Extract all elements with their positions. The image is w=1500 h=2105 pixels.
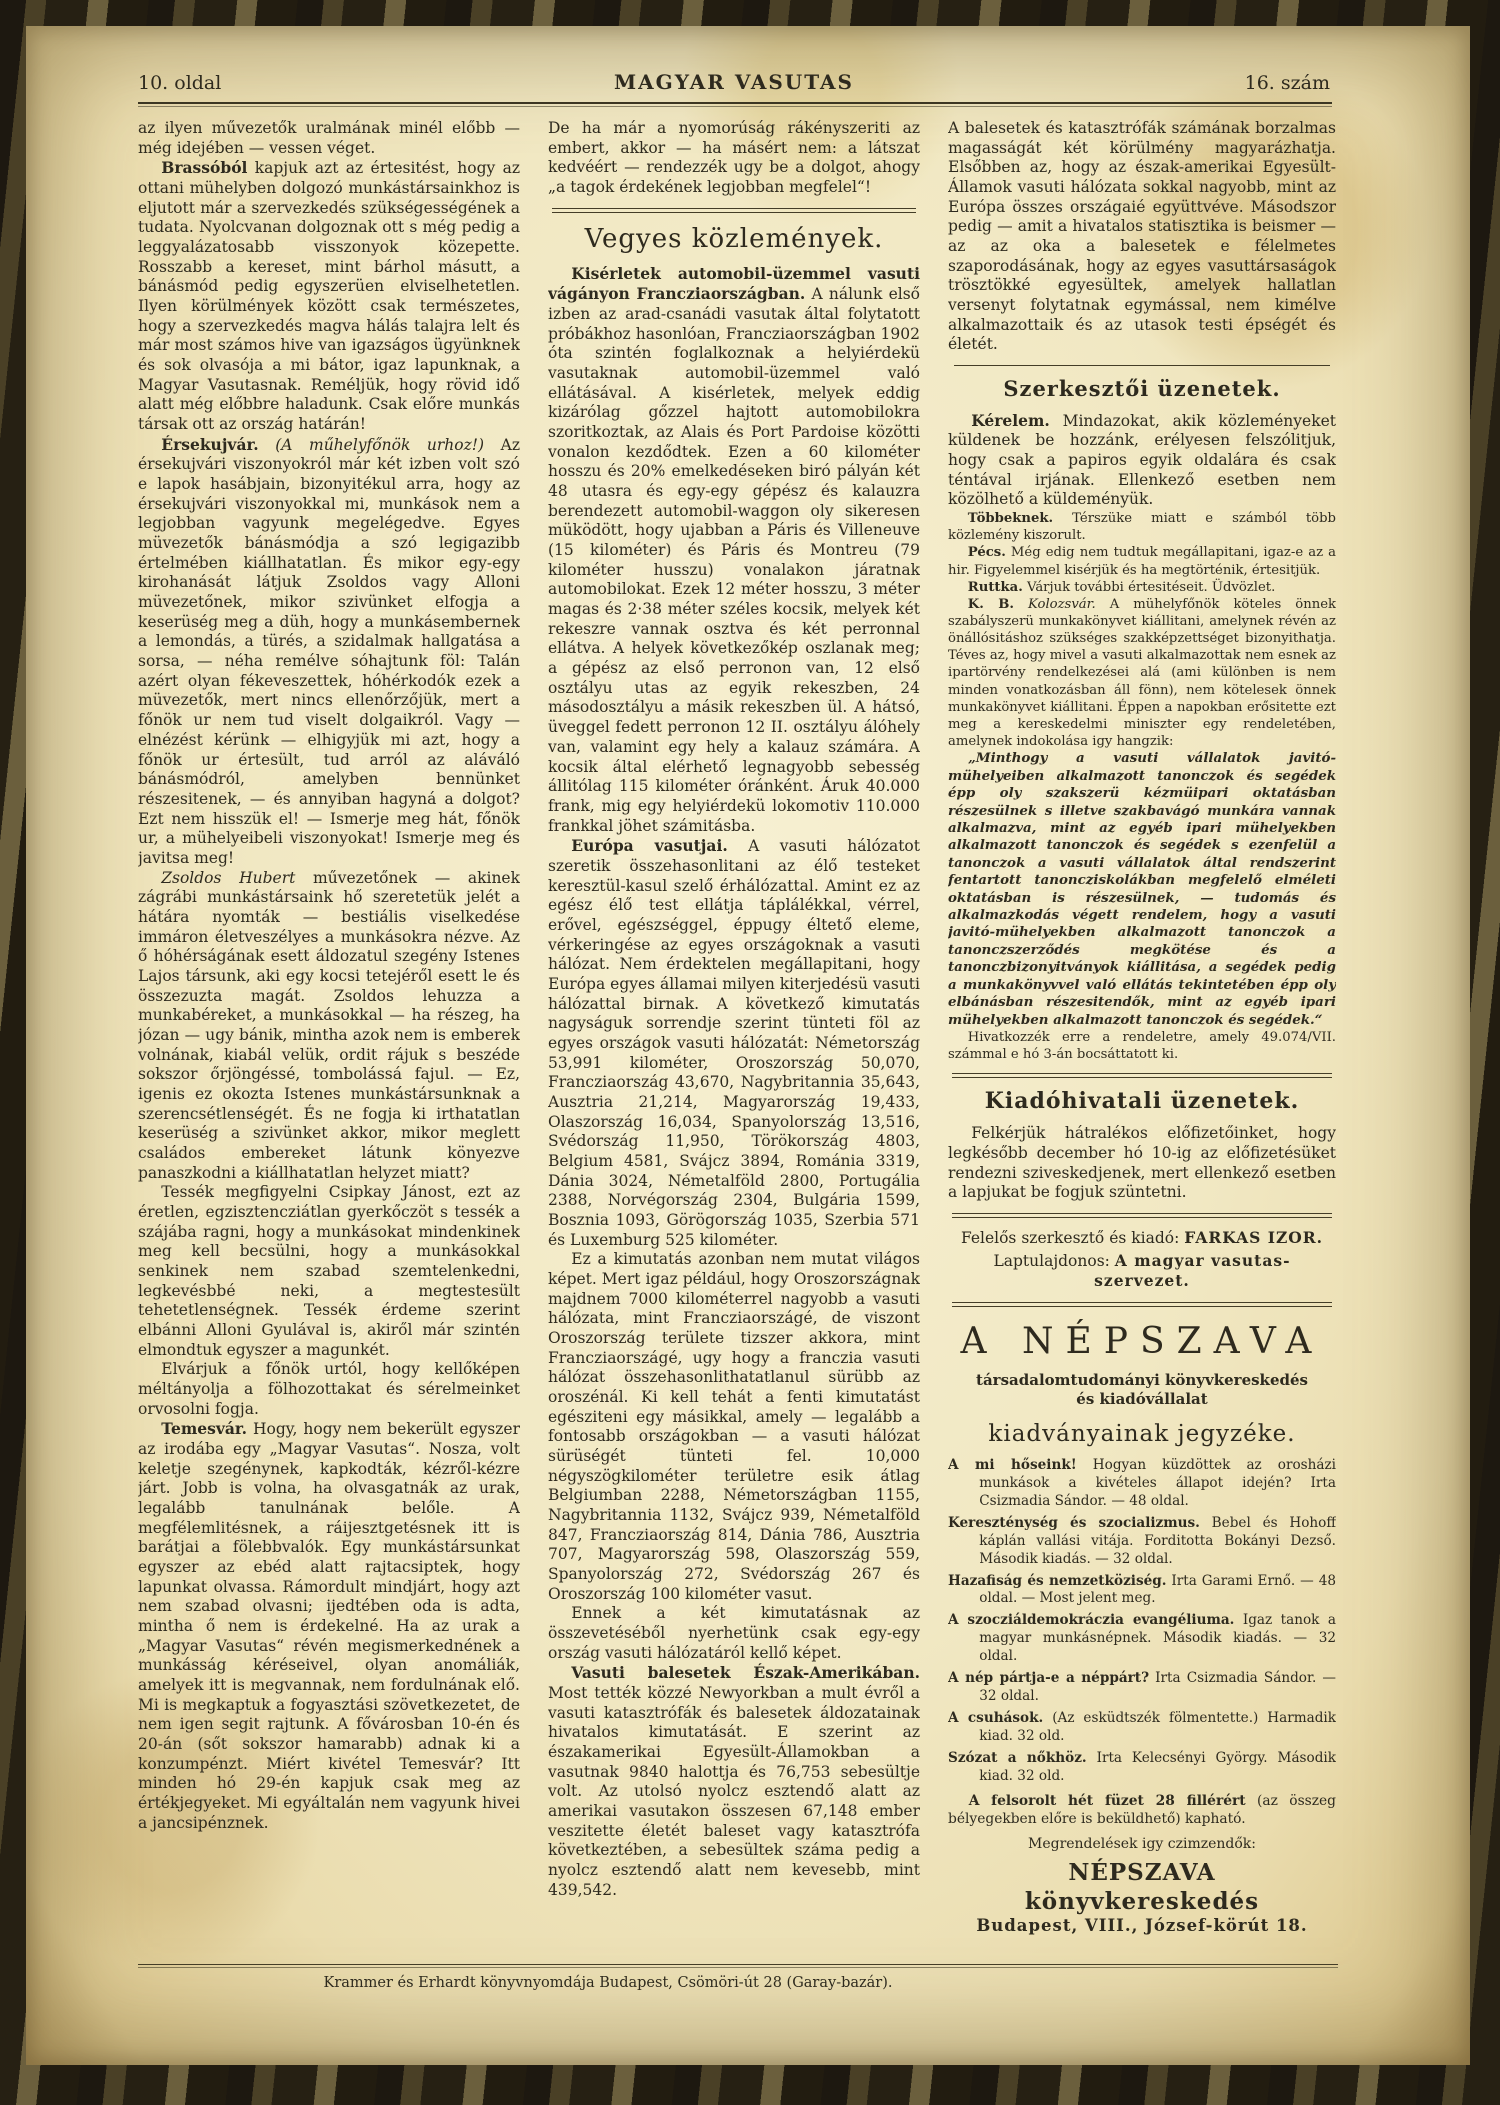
footer-rule — [138, 1964, 1338, 1968]
paper-sheet — [26, 26, 1470, 2065]
book-title: Hazafiság és nemzetköziség. — [948, 1572, 1167, 1589]
paragraph-lead: Európa vasutjai. — [571, 836, 728, 856]
editor-reply: Pécs. Még edig nem tudtuk megállapitani, igaz-e az a hir. Figyelemmel kisérjük és ha megtörténik, értesitjük. — [948, 545, 1336, 578]
section-divider — [552, 208, 916, 213]
ad-store-address: Budapest, VIII., József-körút 18. — [976, 1916, 1308, 1936]
ad-book-item: Hazafiság és nemzetköziség. Irta Garami Ernő. — 48 oldal. — Most jelent meg. — [948, 1572, 1336, 1607]
article-paragraph: az ilyen művezetők uralmának minél előbb — még idejében — vessen véget. — [138, 119, 520, 157]
editor-name: FARKAS IZOR. — [1184, 1227, 1324, 1247]
owner-line: Laptulajdonos: A magyar vasutas-szervezet. — [993, 1250, 1291, 1291]
ministerial-decree-quote: „Minthogy a vasuti vállalatok javitó-mühelyeiben alkalmazott tanonczok és segédek épp oly szakszerü kézmüipari oktatásban részesülnek s illetve szakbavágó munkára vannak alkalmazva, mint az egyéb ipari mühelyekben alkalmazott tanonczok és segédek s ezenfelül a tanonczok a vasuti vállalatok által rendszerint fentartott tanoncziskolákban megfelelő elméleti oktatásban is részesülnek, — tudomás és alkalmazkodás végett rendelem, hogy a vasuti javitó-mühelyekben alkalmazott tanonczok a tanonczszerződés megkötése és a tanonczbizonyitványok kiállitása, a segédek pedig a munkakönyvvel való ellátás tekintetében épp oly elbánásban részesitendők, mint az egyéb ipari mühelyekben alkalmazott tanonczok és segédek.“ — [948, 750, 1336, 1028]
paragraph-lead: Kisérletek automobil-üzemmel vasuti vágányon Francziaországban. — [548, 263, 920, 304]
ad-order-note: Megrendelések igy czimzendők: — [1027, 1836, 1257, 1853]
nepszava-advertisement — [948, 1319, 1336, 1937]
publisher-note: Felkérjük hátralékos előfizetőinket, hogy legkésőbb december hó 10-ig az előfizetésüket rendezni sziveskedjenek, mert ellenkező esetben a lapjukat be fogjuk szüntetni. — [948, 1124, 1336, 1202]
section-divider — [952, 1213, 1332, 1218]
paragraph-lead: Érsekujvár. — [161, 434, 259, 454]
editor-reply: K. B. Kolozsvár. A mühelyfőnök köteles önnek szabályszerü munkakönyvet kiállitani, amelynek révén az önállósitáshoz szükséges szakképzettséget bizonyithatja. Téves az, hogy mivel a vasuti alkalmazottak nem esnek az ipartörvény rendelkezései alá (ami különben is nem minden vonatkozásban áll fönn), nem kötelesek önnek munkakönyvet kiállitani. Éppen a napokban erősitette ezt meg a kereskedelmi miniszter egy rendeletében, amelynek indokolása igy hangzik: — [948, 596, 1336, 750]
issue-number: 16. szám — [1244, 72, 1330, 94]
responsible-editor-line: Felelős szerkesztő és kiadó: FARKAS IZOR. — [960, 1227, 1324, 1247]
book-title: Kereszténység és szocializmus. — [948, 1514, 1200, 1531]
section-divider — [952, 1073, 1332, 1078]
book-title: Szózat a nőkhöz. — [948, 1749, 1087, 1766]
editor-reply: Hivatkozzék erre a rendeletre, amely 49.074/VII. számmal e hó 3-án bocsáttatott ki. — [948, 1030, 1336, 1063]
section-title-vegyes-kozlemenyek: Vegyes közlemények. — [584, 223, 884, 254]
article-paragraph: Érsekujvár. (A műhelyfőnök urhoz!) Az érsekujvári viszonyokról már két izben volt szó e lapok hasábjain, bizonyitékul arra, hogy az érsekujvári viszonyokkal mi, munkások nem a legjobban vagyunk megelégedve. Egyes müvezetők bánásmódja a szó legigazibb értelmében kiállhatatlan. És mikor egy-egy kirohanását látjuk Zsoldos vagy Alloni müvezetőnek, mikor szivünket elfogja a keserüség meg a düh, hogy a munkásembernek a lemondás, a türés, a szidalmak hallgatása a sorsa, — néha remélve sóhajtunk föl: Talán azért olyan fékeveszettek, hóhérkodók ezek a müvezetők, mert nincs ellenőrzőjük, mert a főnök ur nem tud viselt dolgaikról. Vagy — elnézést kérünk — elhigyjük mi azt, hogy a főnök ur értesült, tud arról az aláváló bánásmódról, amelyben bennünket részesitenek, — és annyiban hagyná a dolgot? Ezt nem hisszük el! — Ismerje meg hát, főnök ur, a mühelyeibeli viszonyokat! Ismerje meg és javitsa meg! — [138, 434, 520, 867]
ad-book-item: A csuhások. (Az esküdtszék fölmentette.) Harmadik kiad. 32 old. — [948, 1710, 1336, 1745]
ad-title: A NÉPSZAVA — [960, 1320, 1324, 1362]
article-columns — [26, 107, 1470, 1943]
book-title: A szocziáldemokráczia evangéliuma. — [948, 1612, 1235, 1629]
ad-store-name: NÉPSZAVA könyvkereskedés — [1024, 1859, 1260, 1916]
column-2 — [548, 119, 920, 1943]
paragraph-lead: K. B. — [967, 596, 1014, 612]
article-paragraph: Zsoldos Hubert művezetőnek — akinek zágrábi munkástársaink hő szeretetük jelét a hátára nyomták — bestiális viselkedése immáron életveszélyes a munkásokra nézve. Az ő hóhérságának esett áldozatul szegény Istenes Lajos társunk, aki egy kocsi tetejéről esett le és összezuzta magát. Zsoldos lehuzza a munkabéreket, a munkásokkal — ha részeg, ha józan — ugy bánik, mintha azok nem is emberek volnának, kiabál velük, ordit rájuk s beszéde sokszor őrjöngéssé, tombolássá fajul. — Ez, igenis ez okozta Istenes munkástársunknak a szerencsétlenségét. És ne fogja ki irthatatlan keserüség a szivünket akkor, mikor meglett családos embereket látunk könyezve panaszkodni a kiállhatatlan helyzet miatt? — [138, 868, 520, 1182]
editor-reply: Többeknek. Térszüke miatt e számból több közlemény kiszorult. — [948, 511, 1336, 544]
section-title-szerkesztoi-uzenetek: Szerkesztői üzenetek. — [1003, 376, 1281, 402]
masthead-title: MAGYAR VASUTAS — [614, 70, 854, 94]
paragraph-sublead: Kolozsvár. — [1014, 596, 1096, 612]
column-1 — [138, 119, 520, 1943]
paragraph-lead: Zsoldos Hubert — [161, 868, 296, 887]
ad-closing-note: A felsorolt hét füzet 28 fillérért (az összeg bélyegekben előre is beküldhető) kapható. — [948, 1792, 1336, 1828]
editor-message: Kérelem. Mindazokat, akik közleményeket küldenek be hozzánk, erélyesen felszólitjuk, hogy csak a papiros egyik oldalára és csak téntával irjának. Ellenkező esetben nem közölhető a küldeményük. — [948, 410, 1336, 509]
paragraph-sublead: (A műhelyfőnök urhoz!) — [258, 435, 485, 454]
paragraph-lead: Temesvár. — [161, 1419, 248, 1439]
article-paragraph: De ha már a nyomorúság rákényszeriti az embert, akkor — ha másért nem: a látszat kedvéért — rendezzék ugy be a dolgot, ahogy „a tagok érdekének legjobban megfelel“! — [548, 119, 920, 197]
page-header — [26, 26, 1470, 100]
editor-reply: Ruttka. Várjuk további értesitéseit. Üdvözlet. — [967, 579, 1276, 595]
ad-book-item: A nép pártja-e a néppárt? Irta Csizmadia Sándor. — 32 oldal. — [948, 1670, 1336, 1705]
article-paragraph: Vasuti balesetek Észak-Amerikában. Most tették közzé Newyorkban a mult évről a vasuti katasztrófák és balesetek áldozatainak hivatalos kimutatását. E szerint az északamerikai Egyesült-Államokban a vasutnak 9840 halottja és 76,753 sebesültje volt. Az utolsó nyolcz esztendő alatt az amerikai vasutakon összesen 67,148 ember veszitette életét baleset vagy katasztrófa következtében, a sebesültek száma pedig a nyolcz esztendő alatt nem kevesebb, mint 439,542. — [548, 1663, 920, 1899]
article-paragraph: Európa vasutjai. A vasuti hálózatot szeretik összehasonlitani az élő testeket keresztül-kasul szelő érhálózattal. Amint ez az egész élő test ellátja táplálékkal, vérrel, erővel, egészséggel, éppugy éltető eleme, vérkeringése az egyes országoknak a vasuti hálózat. Nem érdektelen megállapitani, hogy Európa egyes államai milyen kiterjedésü vasuti hálózattal birnak. A következő kimutatás nagyságuk sorrendje szerint tünteti föl az egyes országok vasuti hálózatát: Németország 53,991 kilométer, Oroszország 50,070, Francziaország 43,670, Nagybritannia 35,643, Ausztria 21,214, Magyarország 19,433, Olaszország 16,034, Spanyolország 13,516, Svédország 11,950, Törökország 4803, Belgium 4581, Svájcz 3894, Románia 3319, Dánia 3024, Németalföld 2800, Portugália 2388, Norvégország 2304, Bulgária 1599, Bosznia 1093, Görögország 1035, Szerbia 571 és Luxemburg 525 kilométer. — [548, 836, 920, 1249]
article-paragraph: Brassóból kapjuk azt az értesitést, hogy az ottani mühelyben dolgozó munkástársainkhoz is eljutott már a szervezkedés szükségességének a tudata. Nyolcvanan dolgoznak ott s még pedig a leggyalázatosabb visszonyok közepette. Rosszabb a kereset, mint bárhol másutt, a bánásmód pedig egyszerüen elviselhetetlen. Ilyen körülmények között csak természetes, hogy a szervezkedés magva hálás talajra lelt és már most számos hive van igazságos ügyünknek és sok olvasója a mi bátor, igaz lapunknak, a Magyar Vasutasnak. Reméljük, hogy rövid idő alatt még előbbre haladunk. Csak előre munkás társak ott az ország határán! — [138, 158, 520, 434]
paragraph-lead: Pécs. — [967, 545, 1006, 561]
book-title: A mi hőseink! — [948, 1456, 1077, 1473]
book-title: A csuhások. — [948, 1710, 1044, 1727]
article-paragraph: A balesetek és katasztrófák számának borzalmas magasságát két körülmény magyarázhatja. Elsőbben az, hogy az észak-amerikai Egyesült-Államok vasuti hálózata sokkal nagyobb, mint az Európa összes országaié együttvéve. Másodszor pedig — amit a hivatalos statisztika is beismer — az az oka a balesetek e félelmetes szaporodásának, hogy az egyes vasuttársaságok trösztökké egyesültek, amelyek hallatlan versenyt folytatnak egymással, nem kimélve alkalmazottaik és az utasok testi épségét és életét. — [948, 119, 1336, 354]
printer-imprint: Krammer és Erhardt könyvnyomdája Budapest, Csömöri-út 28 (Garay-bazár). — [323, 1975, 893, 1991]
paragraph-lead: Kérelem. — [971, 410, 1050, 430]
ad-book-item: A mi hőseink! Hogyan küzdöttek az orosházi munkások a kivételes állapot idején? Irta Csizmadia Sándor. — 48 oldal. — [948, 1456, 1336, 1509]
article-paragraph: Elvárjuk a főnök urtól, hogy kellőképen méltányolja a fölhozottakat és sérelmeinket orvosolni fogja. — [138, 1360, 520, 1418]
article-paragraph: Tessék megfigyelni Csipkay Jánost, ezt az éretlen, egzisztencziátlan gyerkőczöt s tessék a szájába ragni, hogy a munkásokat mindenkinek meg kell becsülni, hogy a munkásokkal senkinek nem szabad szemtelenkedni, legkevésbbé neki, a megtestesült tehetetlenségnek. Tessék érdeme szerint elbánni Alloni Gyulával is, akiről már szintén elmondtuk egyszer a magunkét. — [138, 1183, 520, 1359]
section-title-kiadohivatali-uzenetek: Kiadóhivatali üzenetek. — [984, 1088, 1300, 1115]
article-paragraph: Ez a kimutatás azonban nem mutat világos képet. Mert igaz például, hogy Oroszországnak majdnem 7000 kilométerrel nagyobb a vasuti hálózata, mint Francziaországé, de viszont Oroszország területe tizszer akkora, mint Francziaországé, ugy hogy a franczia vasuti hálózat összehasonlithatatlanul sürübb az oroszénál. Ki kell tehát a fenti kimutatást egésziteni egy másikkal, amely — legalább a fontosabb országokban — a vasuti hálózat sürüségét tünteti fel. 10,000 négyszögkilométer területre esik átlag Belgiumban 2288, Németországban 1155, Nagybritannia 1132, Svájcz 939, Németalföld 847, Francziaország 814, Dánia 786, Ausztria 707, Magyarország 598, Olaszország 559, Spanyolország 272, Svédország 267 és Oroszország 100 kilométer vasut. — [548, 1250, 920, 1603]
section-divider — [952, 1302, 1332, 1307]
article-paragraph: Ennek a két kimutatásnak az összevetéséből nyerhetünk csak egy-egy ország vasuti hálózatáról kellő képet. — [548, 1604, 920, 1662]
article-paragraph: Temesvár. Hogy, hogy nem bekerült egyszer az irodába egy „Magyar Vasutas“. Nosza, volt keletje szegénynek, kapkodták, kézről-kézre járt. Jobb is volna, ha olvasgatnák az urak, legalább tanulnának belőle. A megfélemlitésnek, a ráijesztgetésnek itt is barátjai a fölebbvalók. Egy munkástársunkat egyszer az ebéd alatt rajtacsiptek, hogy lapunkat olvassa. Rámordult mindjárt, hogy azt nem szabad olvasni; ijedtében oda is adta, mintha ő nem is érdekelné. Ha az urak a „Magyar Vasutas“ révén megismerkednének a munkásság kéréseivel, olyan anomáliák, amelyek itt is megvannak, nem fordulnának elő. Mi is megkaptuk a fogyasztási szövetkezetet, de nem igen segit rajtunk. A fővárosban 10-én és 20-án (sőt sokszor hamarabb) adnak ki a konzumpénzt. Miért kivétel Temesvár? Itt minden hó 29-én kapjuk csak meg az értékjegyeket. Mi egyáltalán nem vagyunk hivei a jancsipénznek. — [138, 1419, 520, 1832]
paragraph-lead: Vasuti balesetek Észak-Amerikában. — [571, 1663, 920, 1683]
page-number: 10. oldal — [138, 72, 222, 94]
page-footer — [138, 1964, 1338, 1991]
ad-subtitle: társadalomtudományi könyvkereskedés és kiadóvállalat — [976, 1370, 1308, 1409]
ad-list-title: kiadványainak jegyzéke. — [988, 1420, 1296, 1447]
paragraph-lead: Ruttka. — [967, 579, 1023, 595]
book-title: A nép pártja-e a néppárt? — [948, 1670, 1150, 1687]
column-3 — [948, 119, 1336, 1943]
ad-book-item: Szózat a nőkhöz. Irta Kelecsényi György. Második kiad. 32 old. — [948, 1749, 1336, 1784]
owner-name: A magyar vasutas-szervezet. — [1094, 1250, 1291, 1291]
ad-book-item: A szocziáldemokráczia evangéliuma. Igaz tanok a magyar munkásnépnek. Második kiadás. — 32 oldal. — [948, 1612, 1336, 1665]
paragraph-lead: Brassóból — [161, 158, 248, 178]
section-divider — [954, 365, 1330, 366]
paragraph-lead: Többeknek. — [967, 511, 1054, 527]
ad-book-item: Kereszténység és szocializmus. Bebel és Hohoff káplán vallási vitája. Forditotta Bokányi Dezső. Második kiadás. — 32 oldal. — [948, 1514, 1336, 1567]
article-paragraph: Kisérletek automobil-üzemmel vasuti vágányon Francziaországban. A nálunk első izben az arad-csanádi vasutak által folytatott próbákhoz hasonlóan, Francziaországban 1902 óta szintén foglalkoznak a helyiérdekü vasutaknak automobil-üzemmel való ellátásával. A kisérletek, melyek eddig kizárólag gőzzel hajtott automobilokra szoritkoztak, az Alais és Port Pardoise közötti vonalon kezdődtek. Ezen a 60 kilométer hosszu és 20% emelkedéseken biró pályán két 48 utasra és egy-egy gépész és kalauzra berendezett automobil-waggon oly sikeresen müködött, hogy ujabban a Páris és Villeneuve (15 kilométer) és Páris és Montreu (79 kilométer husszu) vonalakon járatnak automobilokat. Ezek 12 méter hosszu, 3 méter magas és 2·38 méter széles kocsik, melyek két rekeszre vannak osztva és két perronnal ellátva. A helyek következőkép oszlanak meg; a gépész az első perronon van, 12 első osztályu utas az egyik rekeszben, 24 másodosztályu a másik rekeszben ül. A hátsó, üveggel fedett perronon 12 II. osztályu álóhely van, valamint egy hely a kalauz számára. A kocsik által elérhető legnagyobb sebesség állitólag 115 kilométer óránként. Áruk 40.000 frank, mig egy helyiérdekü lokomotiv 110.000 frankkal jöhet számitásba. — [548, 263, 920, 835]
